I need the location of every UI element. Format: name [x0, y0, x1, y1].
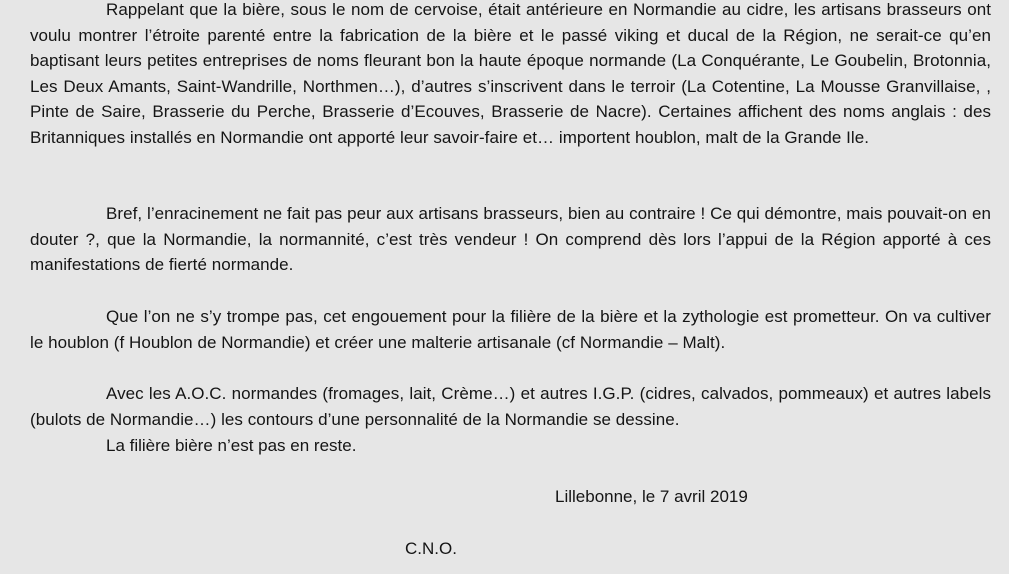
place-and-date: Lillebonne, le 7 avril 2019: [555, 487, 748, 506]
paragraph-beer-history: Rappelant que la bière, sous le nom de cervoise, était antérieure en Normandie au cidre, les artisans brasseurs ont voulu montrer l’étroite parenté entre la fabrication de la bière et le passé viking et ducal de la Région, ne serait-ce qu’en baptisant leurs petites entreprises de noms fleurant bon la haute époque normande (La Conquérante, Le Goubelin, Brotonnia, Les Deux Amants, Saint-Wandrille, Northmen…), d’autres s’inscrivent dans le terroir (La Cotentine, La Mousse Granvillaise, , Pinte de Saire, Brasserie du Perche, Brasserie d’Ecouves, Brasserie de Nacre). Certaines affichent des noms anglais : des Britanniques installés en Normandie ont apporté leur savoir-faire et… importent houblon, malt de la Grande Ile.: [30, 0, 991, 147]
paragraph-labels: Avec les A.O.C. normandes (fromages, lait, Crème…) et autres I.G.P. (cidres, calvados, pommeaux) et autres labels (bulots de Normandie…) les contours d’une personnalité de la Normandie se dessine.: [30, 384, 991, 429]
paragraph-closing: La filière bière n’est pas en reste.: [106, 436, 357, 455]
paragraph-rootedness: Bref, l’enracinement ne fait pas peur aux artisans brasseurs, bien au contraire ! Ce qui démontre, mais pouvait-on en douter ?, que la Normandie, la normannité, c’est très vendeur ! On comprend dès lors l’appui de la Région apporté à ces manifestations de fierté normande.: [30, 204, 991, 275]
paragraph-promising-sector: Que l’on ne s’y trompe pas, cet engouement pour la filière de la bière et la zythologie est prometteur. On va cultiver le houblon (f Houblon de Normandie) et créer une malterie artisanale (cf Normandie – Malt).: [30, 307, 991, 352]
signature: C.N.O.: [405, 539, 457, 558]
